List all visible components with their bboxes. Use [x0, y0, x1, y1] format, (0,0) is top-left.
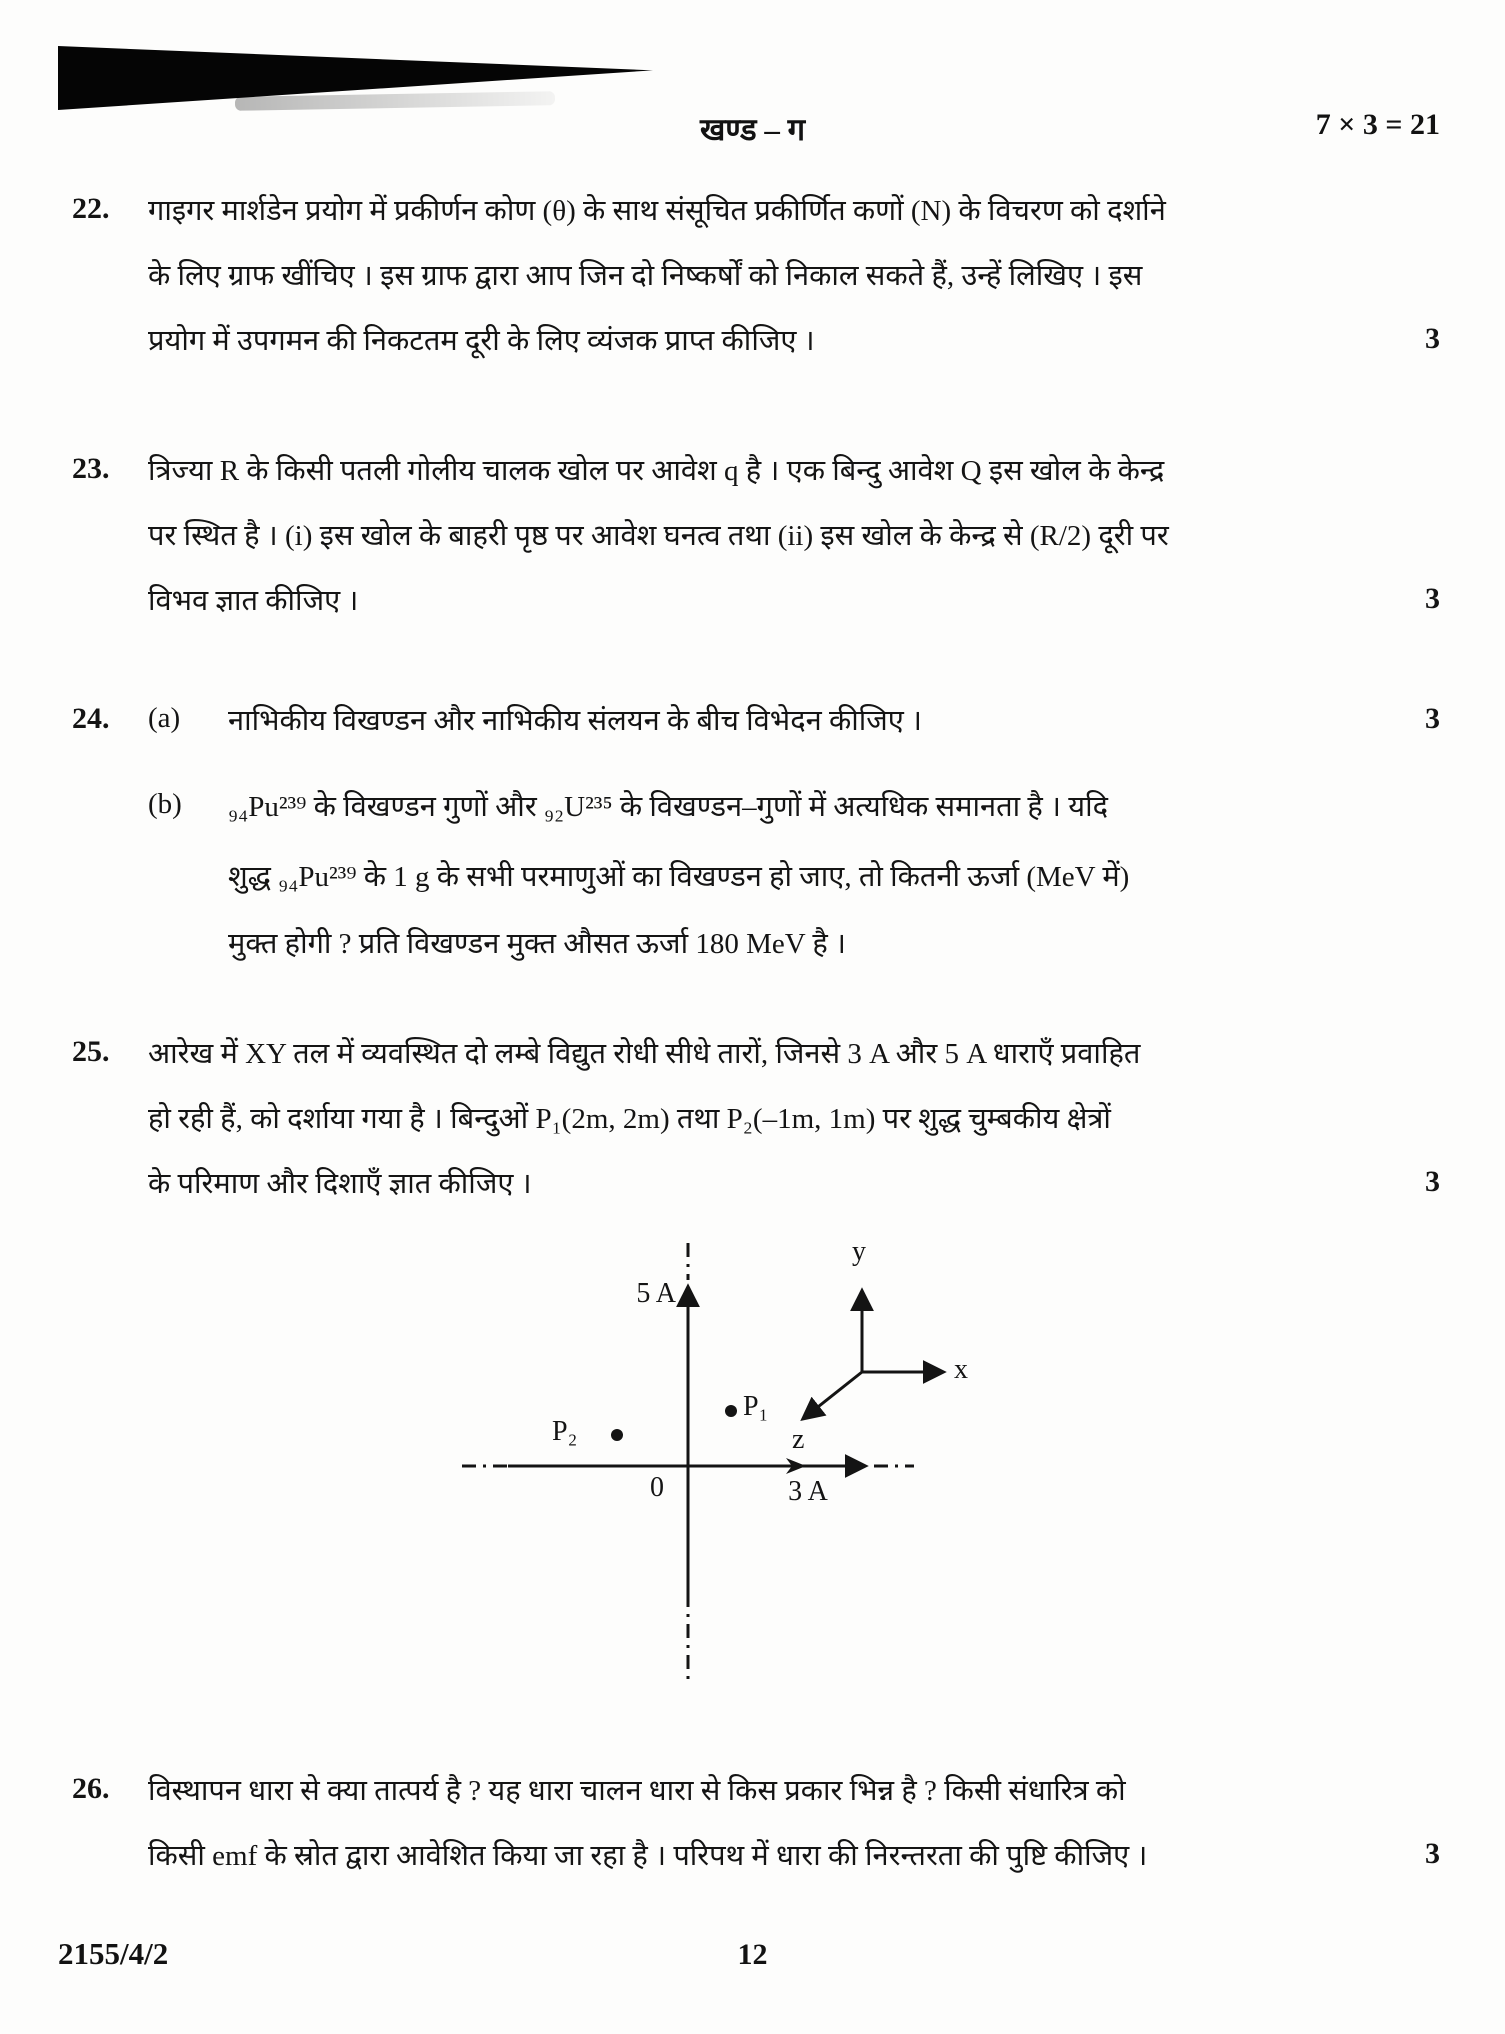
- page-number: 12: [737, 1938, 768, 1971]
- question-number: 23.: [72, 452, 110, 485]
- wires-diagram: [440, 1228, 1000, 1703]
- axis-y-label: y: [852, 1236, 866, 1267]
- question-line: शुद्ध ₉₄Pu²³⁹ के 1 g के सभी परमाणुओं का विखण्डन हो जाए, तो कितनी ऊर्जा (MeV में): [228, 861, 1130, 893]
- axis-z-arrow: [804, 1372, 862, 1418]
- question-line: विभव ज्ञात कीजिए ।: [148, 585, 359, 617]
- question-line: के लिए ग्राफ खींचिए । इस ग्राफ द्वारा आप जिन दो निष्कर्षों को निकाल सकते हैं, उन्हें लिखिए । इस: [148, 260, 1143, 292]
- origin-label: 0: [650, 1472, 664, 1503]
- question-number: 25.: [72, 1035, 110, 1068]
- marks-scheme: 7 × 3 = 21: [1315, 108, 1440, 141]
- axis-z-label: z: [792, 1424, 805, 1455]
- section-title: खण्ड – ग: [699, 112, 806, 147]
- question-line: मुक्त होगी ? प्रति विखण्डन मुक्त औसत ऊर्जा 180 MeV है ।: [228, 928, 847, 960]
- wires-diagram-svg: [440, 1228, 1000, 1703]
- point-p1-label: P₁: [743, 1391, 769, 1422]
- paper-code: 2155/4/2: [58, 1936, 169, 1971]
- question-line: नाभिकीय विखण्डन और नाभिकीय संलयन के बीच विभेदन कीजिए ।: [228, 705, 923, 737]
- question-number: 24.: [72, 702, 110, 735]
- question-line: गाइगर मार्शडेन प्रयोग में प्रकीर्णन कोण (θ) के साथ संसूचित प्रकीर्णित कणों (N) के विचरण को दर्शाने: [148, 195, 1166, 227]
- question-marks: 3: [1425, 582, 1440, 615]
- point-p2-label: P₂: [552, 1416, 578, 1447]
- current-label-horizontal: 3 A: [788, 1476, 828, 1507]
- axis-x-label: x: [954, 1354, 968, 1385]
- question-line: किसी emf के स्रोत द्वारा आवेशित किया जा रहा है । परिपथ में धारा की निरन्तरता की पुष्टि कीजिए ।: [148, 1840, 1148, 1872]
- question-number: 22.: [72, 192, 110, 225]
- question-line: के परिमाण और दिशाएँ ज्ञात कीजिए ।: [148, 1168, 532, 1200]
- question-marks: 3: [1425, 1837, 1440, 1870]
- point-p1-dot: [725, 1405, 737, 1417]
- question-number: 26.: [72, 1772, 110, 1805]
- question-line: विस्थापन धारा से क्या तात्पर्य है ? यह धारा चालन धारा से किस प्रकार भिन्न है ? किसी संधारित्र को: [148, 1775, 1126, 1807]
- question-marks: 3: [1425, 322, 1440, 355]
- current-label-vertical: 5 A: [636, 1278, 676, 1309]
- question-line: त्रिज्या R के किसी पतली गोलीय चालक खोल पर आवेश q है । एक बिन्दु आवेश Q इस खोल के केन्द्र: [148, 455, 1165, 487]
- question-marks: 3: [1425, 702, 1440, 735]
- question-line: आरेख में XY तल में व्यवस्थित दो लम्बे विद्युत रोधी सीधे तारों, जिनसे 3 A और 5 A धाराएँ प्रवाहित: [148, 1038, 1141, 1070]
- question-line: प्रयोग में उपगमन की निकटतम दूरी के लिए व्यंजक प्राप्त कीजिए ।: [148, 325, 815, 357]
- question-line: ₉₄Pu²³⁹ के विखण्डन गुणों और ₉₂U²³⁵ के विखण्डन–गुणों में अत्यधिक समानता है । यदि: [228, 791, 1108, 823]
- point-p2-dot: [611, 1429, 623, 1441]
- question-line: हो रही हैं, को दर्शाया गया है । बिन्दुओं P₁(2m, 2m) तथा P₂(–1m, 1m) पर शुद्ध चुम्बकीय क्षेत्रों: [148, 1103, 1111, 1135]
- question-line: पर स्थित है । (i) इस खोल के बाहरी पृष्ठ पर आवेश घनत्व तथा (ii) इस खोल के केन्द्र से (R/2) दूरी पर: [148, 520, 1169, 552]
- question-marks: 3: [1425, 1165, 1440, 1198]
- part-label: (b): [148, 788, 182, 820]
- part-label: (a): [148, 702, 181, 734]
